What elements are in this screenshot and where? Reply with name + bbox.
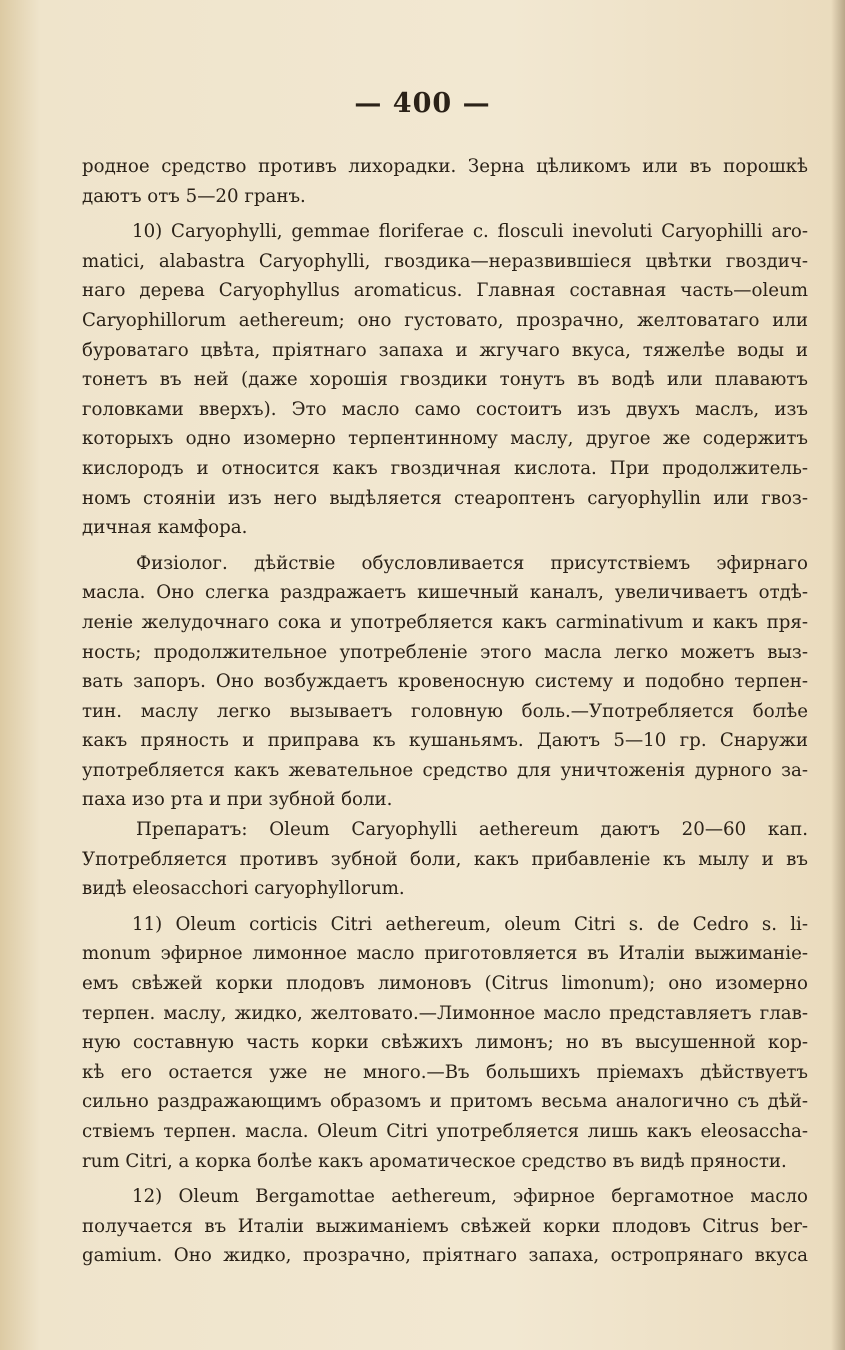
text-line: получается въ Италіи выжиманіемъ свѣжей корки плодовъ Citrus ber- bbox=[82, 1215, 808, 1237]
text-line: тин. маслу легко вызываетъ головную боль.—Употребляется болѣе bbox=[82, 700, 808, 722]
text-line: 10) Caryophylli, gemmae floriferae c. flosculi inevoluti Caryophilli aro- bbox=[132, 221, 808, 243]
text-line: даютъ отъ 5—20 гранъ. bbox=[82, 185, 306, 207]
text-line: кислородъ и относится какъ гвоздичная кислота. При продолжитель- bbox=[82, 457, 808, 479]
text-line: наго дерева Caryophyllus aromaticus. Главная составная часть—oleum bbox=[82, 280, 808, 302]
text-line: кѣ его остается уже не много.—Въ большихъ пріемахъ дѣйствуетъ bbox=[82, 1061, 808, 1083]
text-line: тонетъ въ ней (даже хорошія гвоздики тонутъ въ водѣ или плаваютъ bbox=[82, 369, 808, 391]
text-line: головками вверхъ). Это масло само состоитъ изъ двухъ маслъ, изъ bbox=[82, 398, 808, 420]
text-line: емъ свѣжей корки плодовъ лимоновъ (Citrus limonum); оно изомерно bbox=[82, 973, 808, 995]
body-text bbox=[82, 152, 808, 1271]
text-line: Caryophillorum aethereum; оно густовато, прозрачно, желтоватаго или bbox=[82, 309, 808, 331]
text-line: ность; продолжительное употребленіе этого масла легко можетъ выз- bbox=[82, 641, 808, 663]
text-line: номъ стояніи изъ него выдѣляется стеароптенъ caryophyllin или гвоз- bbox=[82, 487, 808, 509]
text-line: Препаратъ: Oleum Caryophylli aethereum даютъ 20—60 кап. bbox=[136, 819, 808, 841]
text-line: matici, alabastra Caryophylli, гвоздика—неразвившіеся цвѣтки гвоздич- bbox=[82, 250, 808, 272]
text-line: вать запоръ. Оно возбуждаетъ кровеносную систему и подобно терпен- bbox=[82, 671, 808, 693]
text-line: ную составную часть корки свѣжихъ лимонъ; но въ высушенной кор- bbox=[82, 1032, 808, 1054]
text-line: 12) Oleum Bergamottae aethereum, эфирное бергамотное масло bbox=[132, 1186, 808, 1208]
text-line: которыхъ одно изомерно терпентинному маслу, другое же содержитъ bbox=[82, 428, 808, 450]
text-line: Употребляется противъ зубной боли, какъ прибавленіе къ мылу и въ bbox=[82, 848, 808, 870]
text-line: какъ пряность и приправа къ кушаньямъ. Даютъ 5—10 гр. Снаружи bbox=[82, 730, 808, 752]
text-line: масла. Оно слегка раздражаетъ кишечный каналъ, увеличиваетъ отдѣ- bbox=[82, 582, 808, 604]
text-line: monum эфирное лимонное масло приготовляется въ Италіи выжиманіе- bbox=[82, 943, 808, 965]
text-line: rum Citri, а корка болѣе какъ ароматическое средство въ видѣ пряности. bbox=[82, 1150, 787, 1172]
text-line: сильно раздражающимъ образомъ и притомъ весьма аналогично съ дѣй- bbox=[82, 1091, 808, 1113]
text-line: родное средство противъ лихорадки. Зерна цѣликомъ или въ порошкѣ bbox=[82, 156, 808, 177]
page-number: — 400 — bbox=[354, 88, 491, 119]
text-line: леніе желудочнаго сока и употребляется какъ carminativum и какъ пря- bbox=[82, 611, 808, 633]
text-line: дичная камфора. bbox=[82, 517, 248, 539]
text-line: употребляется какъ жевательное средство для уничтоженія дурного за- bbox=[82, 759, 808, 781]
text-line: паха изо рта и при зубной боли. bbox=[82, 789, 393, 811]
text-line: 11) Oleum corticis Citri aethereum, oleum Citri s. de Cedro s. li- bbox=[132, 913, 808, 935]
text-line: Физіолог. дѣйствіе обусловливается присутствіемъ эфирнаго bbox=[136, 552, 808, 574]
text-line: gamium. Оно жидко, прозрачно, пріятнаго запаха, остропрянаго вкуса bbox=[82, 1245, 808, 1267]
text-line: ствіемъ терпен. масла. Oleum Citri употребляется лишь какъ eleosaccha- bbox=[82, 1121, 808, 1142]
text-line: видѣ eleosacchori caryophyllorum. bbox=[82, 878, 405, 900]
text-line: терпен. маслу, жидко, желтовато.—Лимонное масло представляетъ глав- bbox=[82, 1002, 808, 1024]
text-line: буроватаго цвѣта, пріятнаго запаха и жгучаго вкуса, тяжелѣе воды и bbox=[82, 339, 808, 361]
